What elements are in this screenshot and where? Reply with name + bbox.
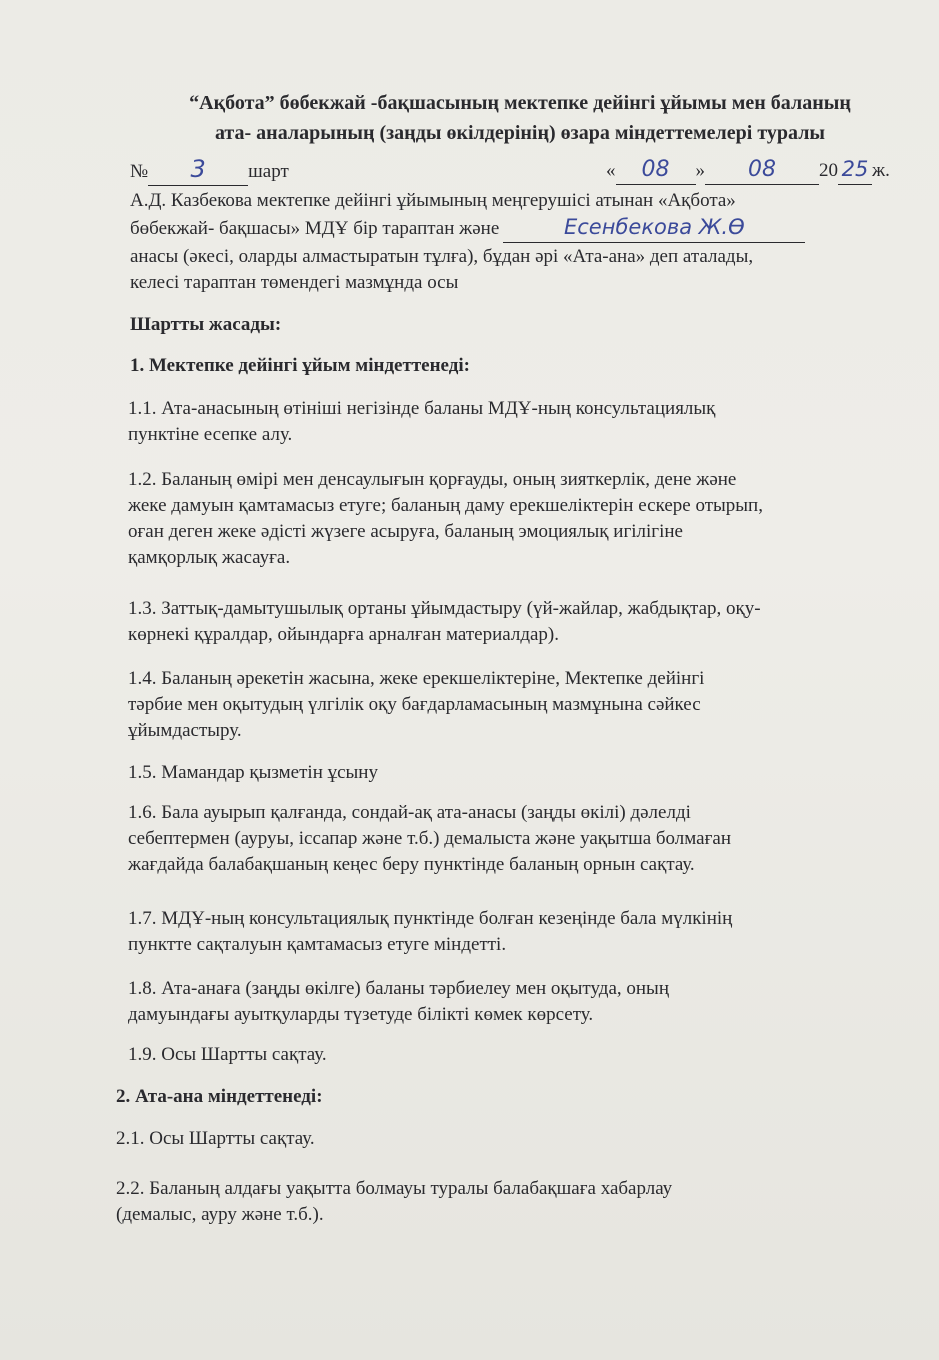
intro-line-4: келесі тараптан төмендегі мазмұнда осы [130, 272, 459, 293]
item-line: 1.6. Бала ауырып қалғанда, сондай-ақ ата-анасы (заңды өкілі) дәлелді [128, 802, 691, 823]
item-2-1 [116, 1126, 315, 1152]
month-value: 08 [748, 157, 776, 182]
item-line: 2.1. Осы Шартты сақтау. [116, 1128, 315, 1149]
item-line: 1.5. Мамандар қызметін ұсыну [128, 762, 378, 783]
number-value: 3 [190, 155, 206, 183]
title-line-1: “Ақбота” бөбекжай -бақшасының мектепке дейінгі ұйымы мен баланың [189, 92, 851, 114]
section1-heading: 1. Мектепке дейінгі ұйым міндеттенеді: [130, 355, 470, 376]
item-line: 2.2. Баланың алдағы уақытта болмауы туралы балабақшаға хабарлау [116, 1178, 673, 1199]
item-line: жағдайда балабақшаның кеңес беру пунктінде баланың орнын сақтау. [128, 854, 695, 875]
item-line: 1.4. Баланың әрекетін жасына, жеке ерекшеліктеріне, Мектепке дейінгі [128, 668, 705, 689]
intro-line-2 [130, 214, 805, 243]
intro-line-1: А.Д. Казбекова мектепке дейінгі ұйымының меңгерушісі атынан «Ақбота» [130, 190, 736, 211]
item-2-2 [116, 1176, 672, 1228]
item-line: себептермен (ауруы, іссапар және т.б.) демалыста және уақытша болмаған [128, 828, 732, 849]
year-prefix: 20 [819, 160, 838, 181]
item-line: көрнекі құралдар, ойындарға арналған материалдар). [128, 624, 560, 645]
year-abbr: ж. [872, 160, 890, 181]
item-line: ұйымдастыру. [128, 720, 242, 741]
item-line: пунктіне есепке алу. [128, 424, 293, 445]
contract-date [606, 156, 890, 185]
intro-line-3: анасы (әкесі, оларды алмастыратын тұлға), бұдан әрі «Ата-ана» деп аталады, [130, 246, 754, 267]
item-1-8 [128, 976, 669, 1028]
document-title [120, 88, 920, 148]
parent-name-value: Есенбекова Ж.Ө [563, 215, 745, 239]
item-line: тәрбие мен оқытудың үлгілік оқу бағдарламасының мазмұнына сәйкес [128, 694, 701, 715]
date-open: « [606, 160, 616, 181]
item-line: дамуындағы ауытқуларды түзетуде білікті көмек көрсету. [128, 1004, 594, 1025]
item-line: 1.1. Ата-анасының өтініші негізінде баланы МДҰ-ның консультациялық [128, 398, 716, 419]
year-value: 25 [841, 157, 869, 181]
item-1-1 [128, 396, 715, 448]
day-value: 08 [641, 157, 670, 182]
item-1-4 [128, 666, 704, 744]
item-1-2 [128, 467, 763, 571]
month-field [705, 157, 819, 185]
item-1-3 [128, 596, 761, 648]
item-line: 1.3. Заттық-дамытушылық ортаны ұйымдастыру (үй-жайлар, жабдықтар, оқу- [128, 598, 761, 619]
item-1-5 [128, 760, 378, 786]
item-line: 1.7. МДҰ-ның консультациялық пунктінде болған кезеңінде бала мүлкінің [128, 908, 733, 929]
item-line: 1.8. Ата-анаға (заңды өкілге) баланы тәрбиелеу мен оқытуда, оның [128, 978, 669, 999]
title-line-2: ата- аналарының (заңды өкілдерінің) өзара міндеттемелері туралы [214, 122, 826, 144]
item-line: 1.2. Баланың өмірі мен денсаулығын қорғауды, оның зияткерлік, дене және [128, 469, 737, 490]
item-line: пунктте сақталуын қамтамасыз етуге міндетті. [128, 934, 507, 955]
item-line: (демалыс, ауру және т.б.). [116, 1204, 324, 1225]
number-suffix: шарт [248, 161, 289, 182]
day-field [616, 157, 696, 185]
item-line: жеке дамуын қамтамасыз етуге; баланың даму ерекшеліктерін ескере отырып, [128, 495, 763, 516]
item-line: қамқорлық жасауға. [128, 547, 291, 568]
date-close: » [695, 160, 705, 181]
item-line: 1.9. Осы Шартты сақтау. [128, 1044, 327, 1065]
number-field [148, 156, 248, 186]
item-1-6 [128, 800, 731, 878]
item-line: оған деген жеке әдісті жүзеге асыруға, баланың эмоциялық игілігіне [128, 521, 683, 542]
contract-number [130, 156, 289, 186]
year-field [838, 156, 872, 185]
number-prefix: № [130, 161, 149, 182]
agreement-heading: Шартты жасады: [130, 314, 282, 335]
section2-heading: 2. Ата-ана міндеттенеді: [116, 1086, 323, 1107]
intro-line-2-text: бөбекжай- бақшасы» МДҰ бір тараптан және [130, 218, 500, 239]
item-1-9 [128, 1042, 327, 1068]
parent-name-field [503, 214, 805, 243]
item-1-7 [128, 906, 732, 958]
